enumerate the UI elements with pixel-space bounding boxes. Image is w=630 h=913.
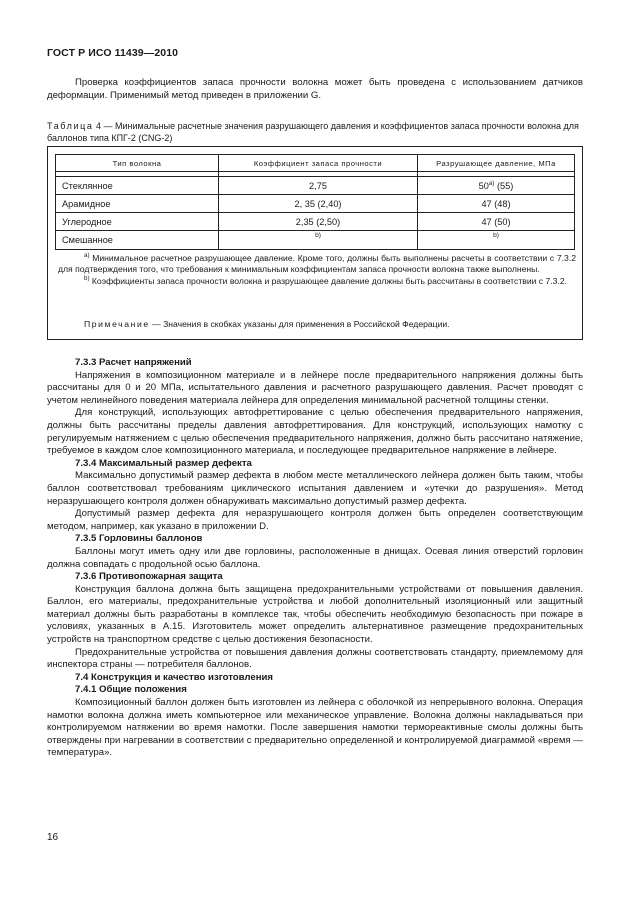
section-heading: 7.3.3 Расчет напряжений [75, 357, 192, 368]
coef-cell: 2, 35 (2,40) [219, 195, 418, 213]
paragraph: Максимально допустимый размер дефекта в любом месте металлического лейнера должен быть таким, чтобы баллон соответствовал требованиям циклического испытания давлением и «утечки до разрушения». Метод неразрушающего контроля должен обнаруживать максимально допустимый размер дефекта. [47, 470, 583, 507]
coef-cell: 2,35 (2,50) [219, 213, 418, 231]
table-frame [47, 146, 583, 340]
pressure-cell: b) [418, 231, 575, 250]
pressure-cell: 47 (48) [418, 195, 575, 213]
section-heading: 7.3.5 Горловины баллонов [75, 533, 203, 545]
table-header-cell: Разрушающее давление, МПа [418, 155, 575, 172]
pressure-tail: (55) [494, 180, 514, 191]
pressure-value: 50 [478, 180, 489, 191]
note-label: Примечание [84, 319, 150, 329]
paragraph: Баллоны могут иметь одну или две горловины, расположенные в днищах. Осевая линия отверстий горловин должна совпадать с продольной осью баллона. [47, 545, 583, 570]
table-caption-label: Таблица [47, 121, 94, 131]
table-header-cell: Тип волокна [56, 155, 219, 172]
section-heading: 7.3.6 Противопожарная защита [75, 571, 223, 583]
fiber-type-cell: Углеродное [56, 213, 219, 231]
footnote-ref: а) [488, 179, 495, 187]
footnote-b: $^{b)}$ Коэффициенты запаса прочности волокна и разрушающее давление должны быть рассчитаны в соответствии с 7.3.2. [84, 274, 567, 286]
intro-paragraph [47, 77, 583, 102]
data-table [55, 154, 575, 250]
table-footnotes [58, 253, 576, 287]
main-text [47, 357, 583, 760]
paragraph: Предохранительные устройства от повышения давления должны соответствовать стандарту, приемлемому для инспектора страны — потребителя баллонов. [47, 646, 583, 671]
section-heading: 7.4.1 Общие положения [75, 684, 187, 696]
coef-cell: b) [219, 231, 418, 250]
paragraph: Композиционный баллон должен быть изготовлен из лейнера с оболочкой из непрерывного волокна. Операция намотки волокна должна иметь компьютерное или механическое управление. Волокна должны накладываться при контролируемом натяжении во время намотки. После завершения намотки термореактивные смолы должны быть отверждены при нагревании в соответствии с предварительно определенной и контролируемой диаграммой «время — температура». [47, 697, 583, 759]
table-row [56, 213, 575, 231]
table-note [84, 319, 450, 329]
note-text: — Значения в скобках указаны для применения в Российской Федерации. [149, 319, 450, 329]
page-number: 16 [47, 832, 59, 843]
paragraph: Допустимый размер дефекта для неразрушающего контроля должен быть определен соответствующим методом, например, как указано в приложении D. [47, 508, 583, 532]
table-header-row [56, 155, 575, 172]
table-row [56, 195, 575, 213]
fiber-type-cell: Смешанное [56, 231, 219, 250]
section-heading: 7.3.4 Максимальный размер дефекта [75, 457, 252, 469]
paragraph: Напряжения в композиционном материале и в лейнере после предварительного напряжения должны быть рассчитаны для 0 и 20 МПа, испытательного давления и расчетного разрушающего давления. Расчет проводят с учетом нелинейного поведения материала лейнера для определения минимальной расчетной толщины стенки. [47, 369, 583, 406]
document-header: ГОСТ Р ИСО 11439—2010 [47, 47, 179, 59]
pressure-cell: 47 (50) [418, 213, 575, 231]
paragraph: Для конструкций, использующих автофреттирование с целью обеспечения предварительного напряжения, должны быть рассчитаны пределы давления автофреттирования. Для конструкций, использующих намотку с регулируемым натяжением с целью обеспечения предварительного напряжения, должно быть рассчитано натяжение, требуемое в каждом слое композиционного материала, и последующее предварительное напряжение в лейнере. [47, 407, 583, 457]
fiber-type-cell: Арамидное [56, 195, 219, 213]
paragraph: Конструкция баллона должна быть защищена предохранительными устройствами от повышения давления. Баллон, его материалы, предохранительные устройства и любой дополнительный изоляционный или защитный материал должны быть разработаны в комплексе так, чтобы обеспечить необходимую безопасность при пожаре в условиях, указанных в А.15. Изготовитель может определить альтернативное размещение предохранительных устройств на транспортном средстве с целью достижения безопасности. [47, 583, 583, 646]
paragraph: Проверка коэффициентов запаса прочности волокна может быть проведена с использованием датчиков деформации. Применимый метод приведен в приложении G. [47, 77, 583, 101]
table-header-cell: Коэффициент запаса прочности [219, 155, 418, 172]
pressure-cell [418, 177, 575, 195]
table-caption [47, 121, 583, 144]
fiber-type-cell: Стеклянное [56, 177, 219, 195]
footnote-mark: а) [84, 252, 90, 260]
table-row [56, 177, 575, 195]
table-caption-text: 4 — Минимальные расчетные значения разрушающего давления и коэффициентов запаса прочности волокна для баллонов типа КПГ-2 (CNG-2) [47, 121, 579, 143]
section-heading: 7.4 Конструкция и качество изготовления [75, 671, 274, 683]
coef-cell: 2,75 [219, 177, 418, 195]
footnote-a: $^{а)}$ Минимальное расчетное разрушающее давление. Кроме того, должны быть выполнены расчеты в соответствии с 7.3.2 для подтверждения того, что требования к минимальным коэффициентам запаса прочности волокна также выполнены. [58, 252, 576, 275]
table-row [56, 231, 575, 250]
footnote-mark: b) [84, 274, 90, 282]
